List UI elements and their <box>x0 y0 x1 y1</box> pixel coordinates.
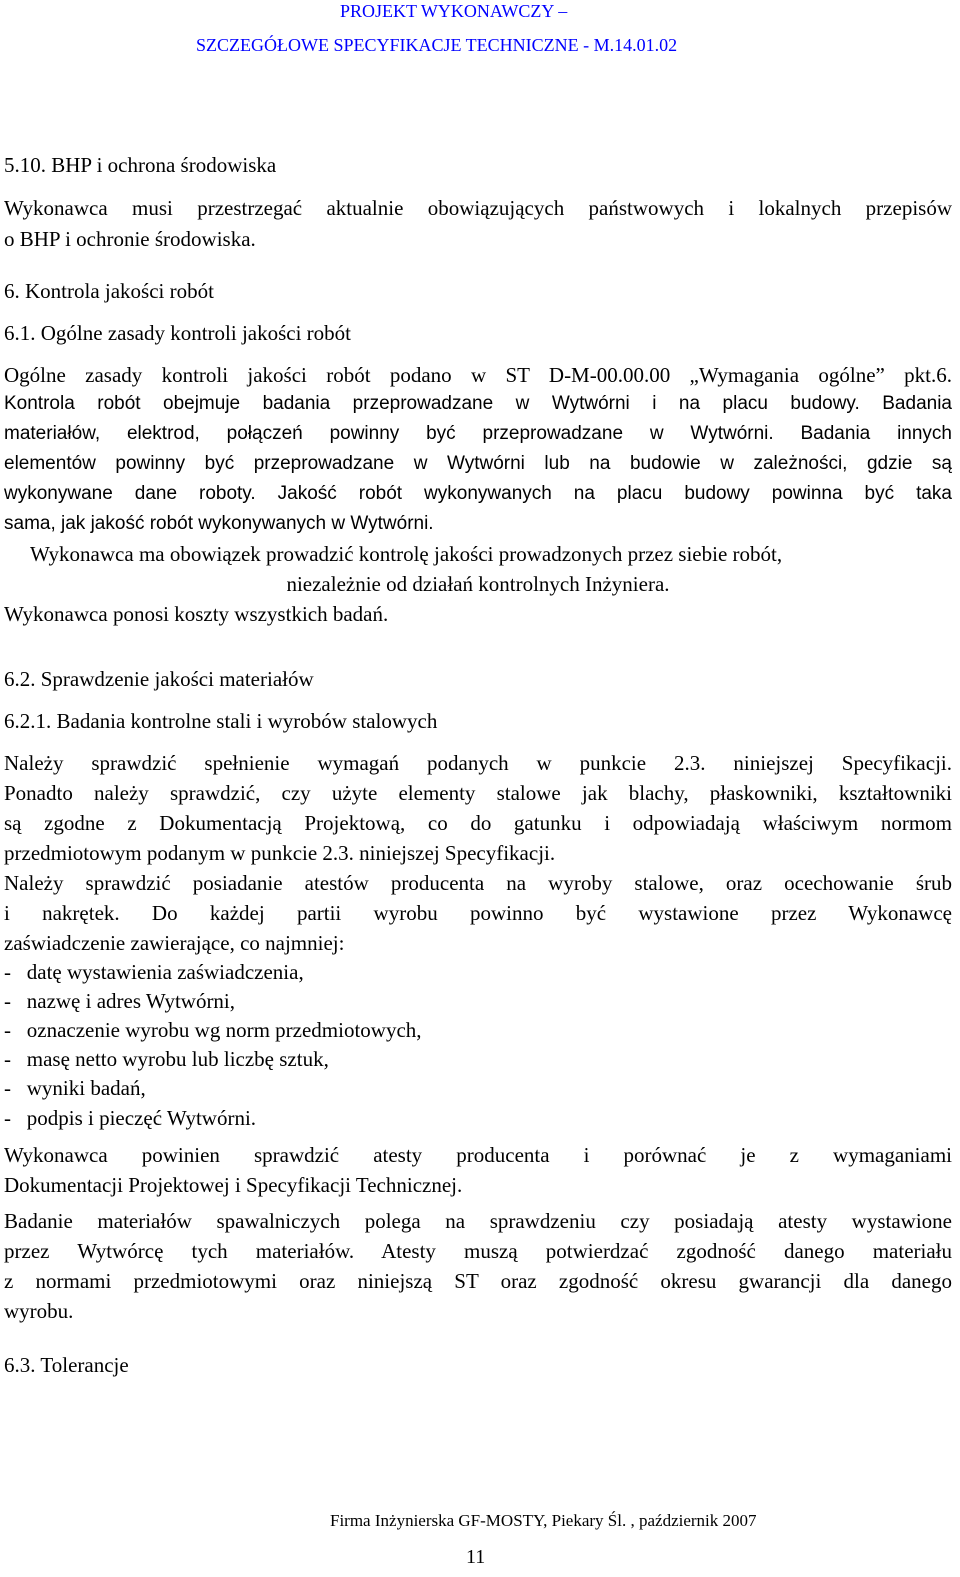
section-6-1-text-2: Kontrola robót obejmuje badania przeprowadzane w Wytwórni i na placu budowy. Badania <box>4 393 952 414</box>
paragraph-1-line-3: są zgodne z Dokumentacją Projektową, co do gatunku i odpowiadają właściwym normom <box>4 811 952 835</box>
section-6-1-text-1: Ogólne zasady kontroli jakości robót podano w ST D-M-00.00.00 „Wymagania ogólne” pkt.6. <box>4 363 952 387</box>
paragraph-1-line-1: Należy sprawdzić spełnienie wymagań podanych w punkcie 2.3. niniejszej Specyfikacji. <box>4 751 952 775</box>
paragraph-4-line-2: przez Wytwórcę tych materiałów. Atesty muszą potwierdzać zgodność danego materiału <box>4 1239 952 1263</box>
header-subtitle: SZCZEGÓŁOWE SPECYFIKACJE TECHNICZNE - M.14.01.02 <box>196 35 678 55</box>
section-6-1-text-5: wykonywane dane roboty. Jakość robót wykonywanych na placu budowy powinna być taka <box>4 483 952 504</box>
paragraph-3-line-1: Wykonawca powinien sprawdzić atesty producenta i porównać je z wymaganiami <box>4 1143 952 1167</box>
section-6-1-text-8: niezależnie od działań kontrolnych Inżyniera. <box>286 572 670 596</box>
header-title: PROJEKT WYKONAWCZY – <box>340 1 568 21</box>
paragraph-1-line-2: Ponadto należy sprawdzić, czy użyte elementy stalowe jak blachy, płaskowniki, kształtowniki <box>4 781 952 805</box>
list-item: - oznaczenie wyrobu wg norm przedmiotowych, <box>4 1018 422 1042</box>
section-6-1-text-7: Wykonawca ma obowiązek prowadzić kontrolę jakości prowadzonych przez siebie robót, <box>30 542 783 566</box>
section-6-2-1-title: 6.2.1. Badania kontrolne stali i wyrobów stalowych <box>4 709 438 733</box>
section-6-1-text-3: materiałów, elektrod, połączeń powinny być przeprowadzane w Wytwórni. Badania innych <box>4 423 952 444</box>
list-item: - nazwę i adres Wytwórni, <box>4 989 236 1013</box>
paragraph-4-line-3: z normami przedmiotowymi oraz niniejszą ST oraz zgodność okresu gwarancji dla danego <box>4 1269 952 1293</box>
section-6-2-title: 6.2. Sprawdzenie jakości materiałów <box>4 667 314 691</box>
section-6-1-text-4: elementów powinny być przeprowadzane w Wytwórni lub na budowie w zależności, gdzie są <box>4 453 952 474</box>
section-5-10-title: 5.10. BHP i ochrona środowiska <box>4 153 277 177</box>
paragraph-2-line-2: i nakrętek. Do każdej partii wyrobu powinno być wystawione przez Wykonawcę <box>4 901 952 925</box>
paragraph-2-line-1: Należy sprawdzić posiadanie atestów producenta na wyroby stalowe, oraz ocechowanie śrub <box>4 871 952 895</box>
list-item: - podpis i pieczęć Wytwórni. <box>4 1106 257 1130</box>
list-item: - wyniki badań, <box>4 1076 146 1100</box>
paragraph-4-line-1: Badanie materiałów spawalniczych polega na sprawdzeniu czy posiadają atesty wystawione <box>4 1209 952 1233</box>
paragraph-2-line-3: zaświadczenie zawierające, co najmniej: <box>4 931 345 955</box>
section-6-3-title: 6.3. Tolerancje <box>4 1353 129 1377</box>
section-6-1-text-6: sama, jak jakość robót wykonywanych w Wytwórni. <box>4 513 434 534</box>
section-5-10-text-2: o BHP i ochronie środowiska. <box>4 227 256 251</box>
paragraph-3-line-2: Dokumentacji Projektowej i Specyfikacji Technicznej. <box>4 1173 463 1197</box>
list-item: - datę wystawienia zaświadczenia, <box>4 960 304 984</box>
page-number: 11 <box>466 1546 486 1568</box>
paragraph-1-line-4: przedmiotowym podanym w punkcie 2.3. niniejszej Specyfikacji. <box>4 841 556 865</box>
paragraph-4-line-4: wyrobu. <box>4 1299 74 1323</box>
section-6-title: 6. Kontrola jakości robót <box>4 279 214 303</box>
section-6-1-title: 6.1. Ogólne zasady kontroli jakości robót <box>4 321 352 345</box>
section-5-10-text-1: Wykonawca musi przestrzegać aktualnie obowiązujących państwowych i lokalnych przepisów <box>4 196 952 220</box>
section-6-1-text-9: Wykonawca ponosi koszty wszystkich badań. <box>4 602 389 626</box>
footer-company: Firma Inżynierska GF-MOSTY, Piekary Śl. , październik 2007 <box>330 1511 757 1530</box>
list-item: - masę netto wyrobu lub liczbę sztuk, <box>4 1047 329 1071</box>
